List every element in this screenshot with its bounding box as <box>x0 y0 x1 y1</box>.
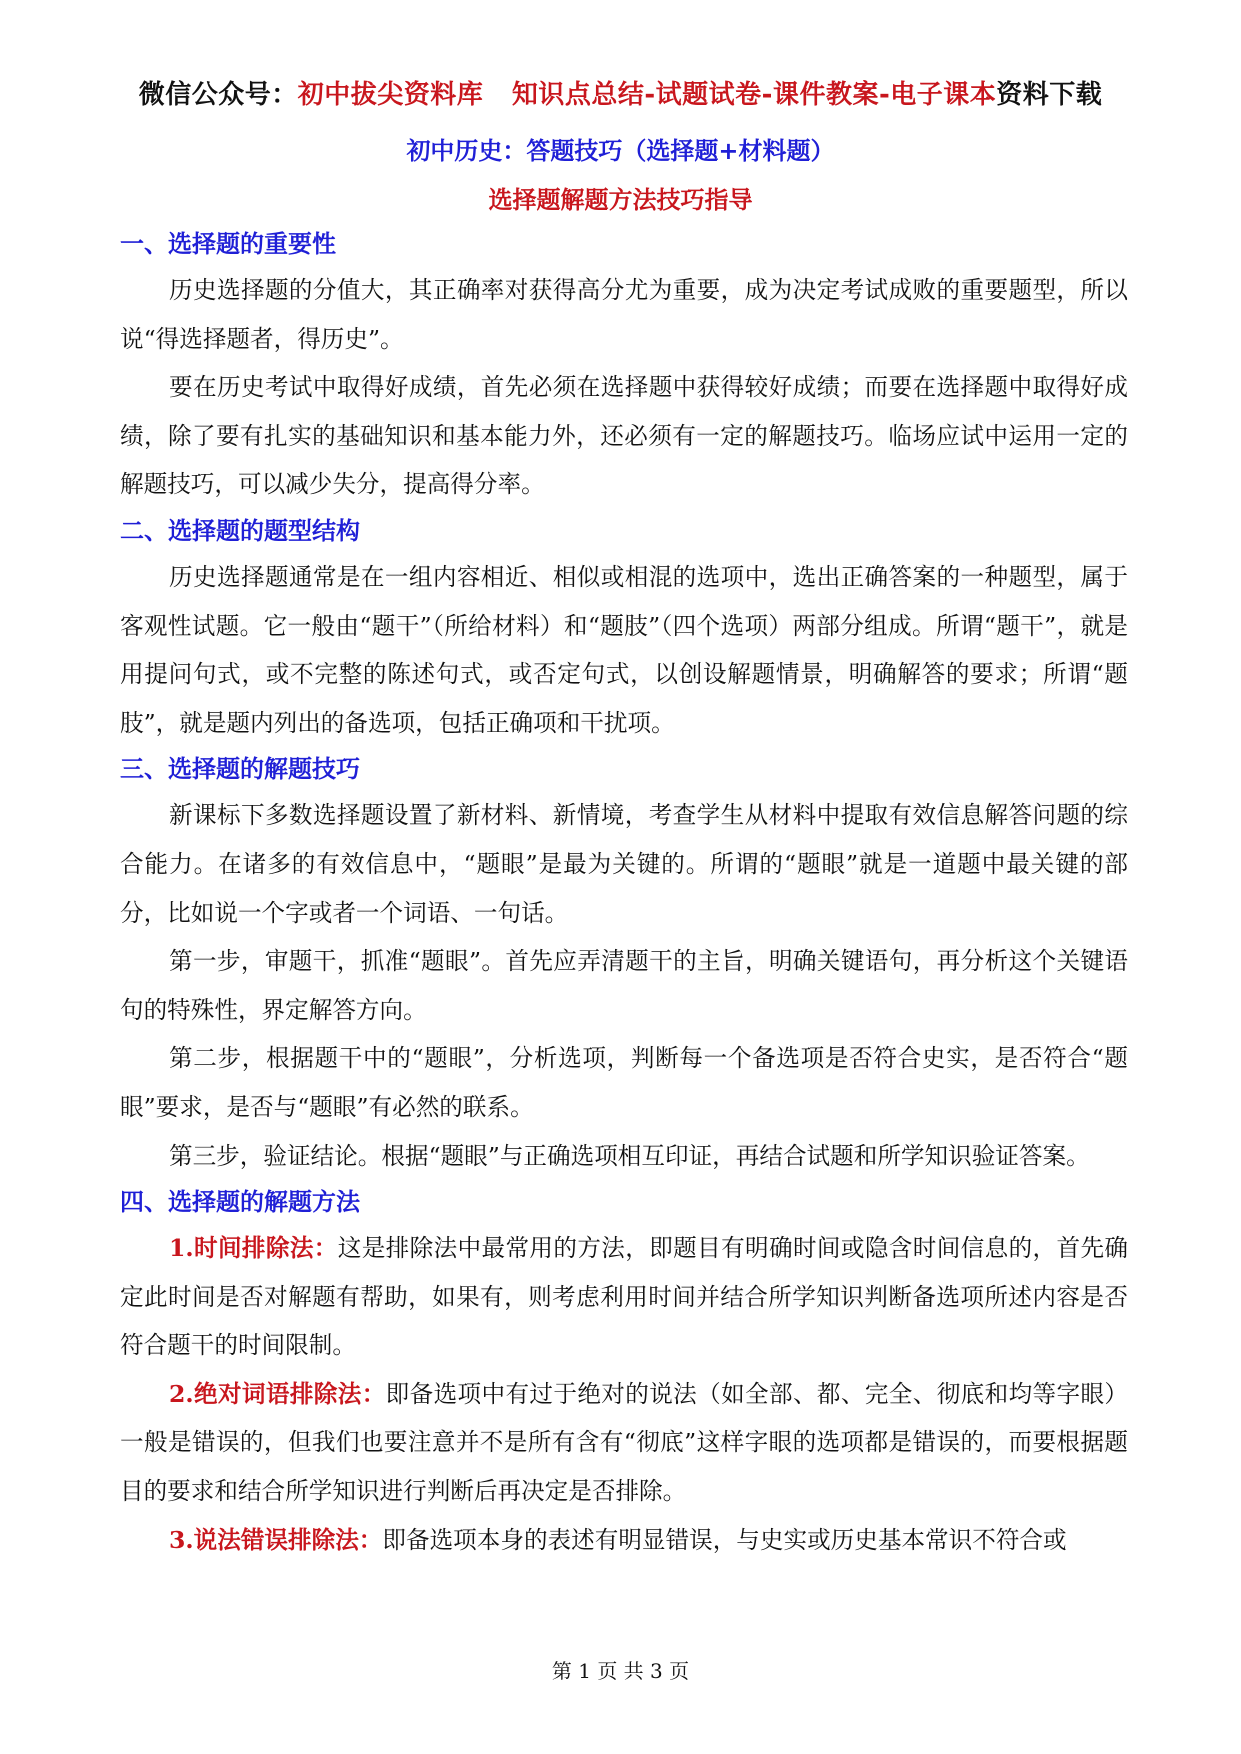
method-text: 即备选项中有过于绝对的说法（如全部、都、完全、彻底和均等字眼）一般是错误的，但我们也要注意并不是所有含有“彻底”这样字眼的选项都是错误的，而要根据题目的要求和结合所学知识进行判断后再决定是否排除。 <box>120 1379 1129 1506</box>
section-heading-methods: 四、选择题的解题方法 <box>120 1188 360 1217</box>
method-paragraph <box>120 1516 1128 1565</box>
method-label: 2.绝对词语排除法： <box>169 1379 386 1408</box>
paragraph: 要在历史考试中取得好成绩，首先必须在选择题中获得较好成绩；而要在选择题中取得好成绩，除了要有扎实的基础知识和基本能力外，还必须有一定的解题技巧。临场应试中运用一定的解题技巧，可以减少失分，提高得分率。 <box>120 373 1128 499</box>
banner-prefix: 微信公众号： <box>138 80 298 110</box>
banner-suffix: 资料下载 <box>996 80 1103 110</box>
paragraph: 第一步，审题干，抓准“题眼”。首先应弄清题干的主旨，明确关键语句，再分析这个关键语句的特殊性，界定解答方向。 <box>120 947 1128 1024</box>
document-body <box>120 222 1128 1564</box>
paragraph: 第三步，验证结论。根据“题眼”与正确选项相互印证，再结合试题和所学知识验证答案。 <box>169 1141 1090 1170</box>
banner-red-text: 初中拔尖资料库 知识点总结-试题试卷-课件教案-电子课本 <box>297 80 997 110</box>
paragraph: 历史选择题通常是在一组内容相近、相似或相混的选项中，选出正确答案的一种题型，属于客观性试题。它一般由“题干”（所给材料）和“题肢”（四个选项）两部分组成。所谓“题干”，就是用提问句式，或不完整的陈述句式，或否定句式，以创设解题情景，明确解答的要求；所谓“题肢”，就是题内列出的备选项，包括正确项和干扰项。 <box>120 562 1128 737</box>
header-banner <box>0 74 1241 111</box>
method-label: 1.时间排除法： <box>169 1234 338 1263</box>
section-heading-techniques: 三、选择题的解题技巧 <box>120 755 360 784</box>
paragraph: 新课标下多数选择题设置了新材料、新情境，考查学生从材料中提取有效信息解答问题的综合能力。在诸多的有效信息中，“题眼”是最为关键的。所谓的“题眼”就是一道题中最关键的部分，比如说一个字或者一个词语、一句话。 <box>120 801 1128 927</box>
section-heading-structure: 二、选择题的题型结构 <box>120 516 360 545</box>
method-paragraph <box>120 1370 1128 1516</box>
document-subtitle: 选择题解题方法技巧指导 <box>488 186 753 214</box>
section-heading-importance: 一、选择题的重要性 <box>120 230 336 258</box>
paragraph: 第二步，根据题干中的“题眼”，分析选项，判断每一个备选项是否符合史实，是否符合“题眼”要求，是否与“题眼”有必然的联系。 <box>120 1044 1128 1121</box>
method-text: 即备选项本身的表述有明显错误，与史实或历史基本常识不符合或 <box>382 1525 1067 1554</box>
method-text: 这是排除法中最常用的方法，即题目有明确时间或隐含时间信息的，首先确定此时间是否对解题有帮助，如果有，则考虑利用时间并结合所学知识判断备选项所述内容是否符合题干的时间限制。 <box>120 1234 1128 1360</box>
method-label: 3.说法错误排除法： <box>169 1525 383 1554</box>
paragraph: 历史选择题的分值大，其正确率对获得高分尤为重要，成为决定考试成败的重要题型，所以说“得选择题者，得历史”。 <box>120 276 1128 353</box>
document-title: 初中历史：答题技巧（选择题+材料题） <box>406 137 835 165</box>
page-footer: 第 1 页 共 3 页 <box>551 1659 690 1683</box>
method-paragraph <box>120 1224 1128 1370</box>
